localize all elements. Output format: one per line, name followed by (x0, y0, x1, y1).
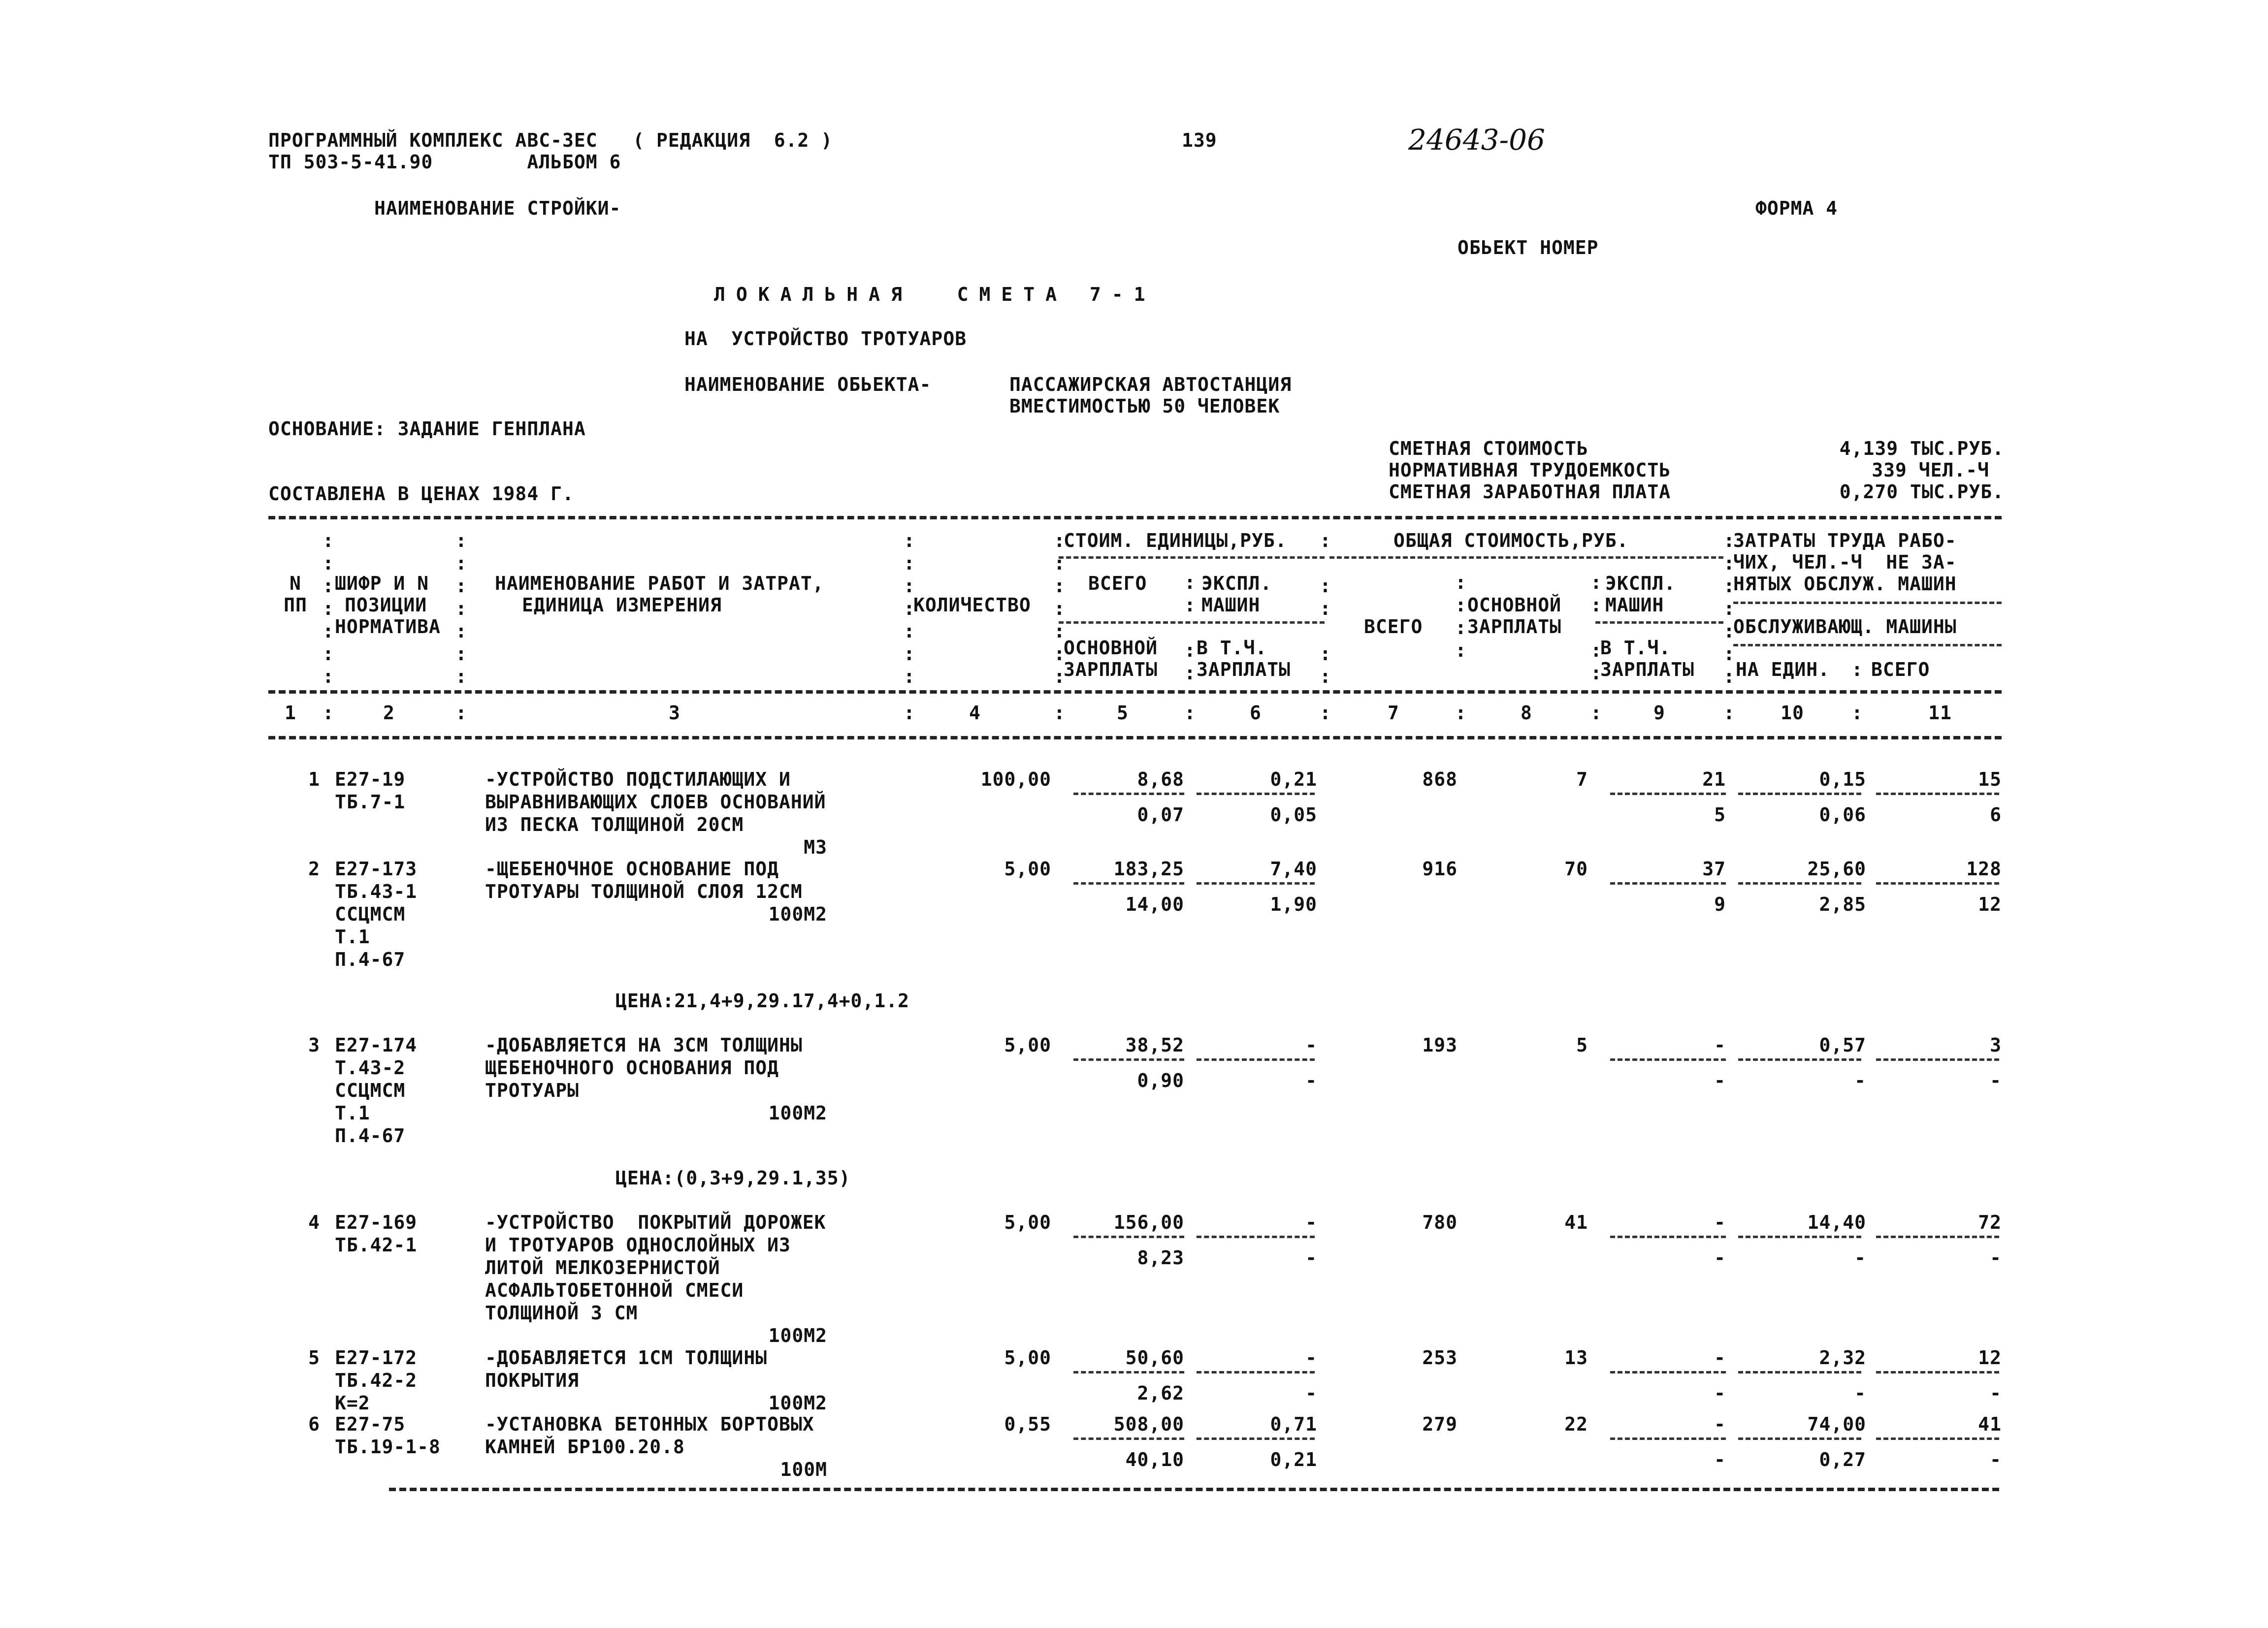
col-number: 1 (285, 702, 296, 724)
header-labor-1: ЗАТРАТЫ ТРУДА РАБО- (1733, 530, 1957, 551)
row-code: Е27-173 (335, 858, 418, 880)
cell-divider (1197, 1371, 1315, 1373)
cell-divider (1738, 1371, 1861, 1373)
row-name: ТОЛЩИНОЙ 3 СМ (485, 1302, 638, 1324)
cell-divider (1610, 1371, 1726, 1373)
row-name: И ТРОТУАРОВ ОДНОСЛОЙНЫХ ИЗ (485, 1234, 791, 1256)
basis: ОСНОВАНИЕ: ЗАДАНИЕ ГЕНПЛАНА (268, 418, 586, 440)
header-total-all: ВСЕГО (1364, 616, 1423, 638)
header-rule (1733, 602, 2002, 604)
row-code: К=2 (335, 1392, 370, 1414)
cell-divider (1610, 793, 1726, 795)
row-code: Е27-174 (335, 1034, 418, 1056)
row-labor-total: 15 (1978, 768, 2002, 790)
row-name: ЛИТОЙ МЕЛКОЗЕРНИСТОЙ (485, 1257, 720, 1278)
header-col2-line3: НОРМАТИВА (335, 616, 441, 638)
row-unit: 100М2 (768, 1102, 827, 1124)
handwritten-code: 24643-06 (1408, 123, 1545, 157)
row-total: 253 (1422, 1347, 1458, 1369)
row-labor-unit: 0,57 (1819, 1034, 1866, 1056)
cell-divider (1610, 1437, 1726, 1440)
header-col3-line2: ЕДИНИЦА ИЗМЕРЕНИЯ (522, 594, 722, 616)
row-total-wages: 22 (1564, 1413, 1588, 1435)
cell-divider (1197, 793, 1315, 795)
header-total-machines-2: МАШИН (1605, 594, 1664, 616)
row-labor-service-unit: 0,27 (1819, 1449, 1866, 1470)
row-total-machines: - (1714, 1347, 1726, 1369)
row-number: 4 (308, 1212, 320, 1233)
cell-divider (1610, 882, 1726, 885)
row-labor-unit: 14,40 (1807, 1212, 1866, 1233)
row-code: Е27-19 (335, 768, 406, 790)
row-total-machines: - (1714, 1212, 1726, 1233)
header-total-machines-1: ЭКСПЛ. (1605, 573, 1676, 594)
cell-divider (1876, 1058, 1999, 1061)
row-number: 6 (308, 1413, 320, 1435)
row-number: 2 (308, 858, 320, 880)
header-unit-wages-2: ЗАРПЛАТЫ (1064, 659, 1158, 680)
header-rule (1595, 621, 1723, 624)
row-labor-service-total: 12 (1978, 894, 2002, 915)
row-unit-wages: 0,90 (1137, 1070, 1184, 1091)
header-col2-line1: ШИФР И N (335, 573, 429, 594)
row-total-wages: 41 (1564, 1212, 1588, 1233)
row-labor-service-unit: - (1854, 1382, 1866, 1404)
numbers-bottom-rule (268, 736, 2002, 739)
header-col1-line2: ПП (284, 594, 307, 616)
row-name: ТРОТУАРЫ (485, 1080, 580, 1101)
row-total-incl-wages: 9 (1714, 894, 1726, 915)
header-col3-line1: НАИМЕНОВАНИЕ РАБОТ И ЗАТРАТ, (495, 573, 824, 594)
row-unit-incl-wages: - (1305, 1247, 1317, 1269)
row-unit-total: 156,00 (1113, 1212, 1184, 1233)
cell-divider (1610, 1058, 1726, 1061)
row-total-incl-wages: - (1714, 1449, 1726, 1470)
cell-divider (1073, 1371, 1184, 1373)
row-unit-wages: 0,07 (1137, 804, 1184, 826)
header-unit-incl-1: В Т.Ч. (1197, 637, 1267, 659)
header-labor-2: ЧИХ, ЧЕЛ.-Ч НЕ ЗА- (1733, 551, 1957, 573)
labor-separator: : (1851, 659, 1863, 680)
cell-divider (1738, 1236, 1861, 1238)
row-labor-service-unit: 2,85 (1819, 894, 1866, 915)
cell-divider (1197, 1437, 1315, 1440)
row-name: -ЩЕБЕНОЧНОЕ ОСНОВАНИЕ ПОД (485, 858, 779, 880)
row-labor-total: 72 (1978, 1212, 2002, 1233)
object-name-line-1: ПАССАЖИРСКАЯ АВТОСТАНЦИЯ (1009, 374, 1292, 395)
row-total-machines: 37 (1702, 858, 1726, 880)
row-total-incl-wages: - (1714, 1247, 1726, 1269)
row-unit-incl-wages: 1,90 (1270, 894, 1317, 915)
row-unit-total: 183,25 (1113, 858, 1184, 880)
row-quantity: 5,00 (1004, 1212, 1051, 1233)
header-total-incl-1: В Т.Ч. (1600, 637, 1671, 659)
row-labor-service-total: 6 (1990, 804, 2002, 826)
row-labor-service-unit: - (1854, 1247, 1866, 1269)
cell-divider (1197, 1058, 1315, 1061)
cell-divider (1073, 1058, 1184, 1061)
row-code: Т.1 (335, 926, 370, 948)
cell-divider (1610, 1236, 1726, 1238)
row-code: Е27-169 (335, 1212, 418, 1233)
row-name: -УСТАНОВКА БЕТОННЫХ БОРТОВЫХ (485, 1413, 814, 1435)
cell-divider (1876, 793, 1999, 795)
cell-divider (1738, 1058, 1861, 1061)
row-code: ТБ.42-2 (335, 1370, 418, 1391)
row-unit: 100М2 (768, 1392, 827, 1414)
cell-divider (1197, 882, 1315, 885)
col-number: 7 (1388, 702, 1399, 724)
header-labor-3: НЯТЫХ ОБСЛУЖ. МАШИН (1733, 573, 1957, 595)
row-total-machines: - (1714, 1034, 1726, 1056)
row-code: ТБ.43-1 (335, 881, 418, 902)
row-labor-unit: 25,60 (1807, 858, 1866, 880)
row-unit-wages: 2,62 (1137, 1382, 1184, 1404)
row-labor-service-total: - (1990, 1247, 2002, 1269)
cell-divider (1738, 1437, 1861, 1440)
row-number: 1 (308, 768, 320, 790)
tp-line: ТП 503-5-41.90 АЛЬБОМ 6 (268, 151, 621, 173)
header-unit-incl-2: ЗАРПЛАТЫ (1197, 659, 1291, 680)
row-labor-service-total: - (1990, 1449, 2002, 1470)
header-unit-machines-1: ЭКСПЛ. (1201, 573, 1272, 594)
row-unit-wages: 40,10 (1125, 1449, 1184, 1470)
col-number: 4 (969, 702, 981, 724)
summary-value-wages: 0,270 ТЫС.РУБ. (1839, 481, 2004, 503)
row-unit-incl-wages: - (1305, 1382, 1317, 1404)
row-labor-unit: 2,32 (1819, 1347, 1866, 1369)
row-unit-total: 508,00 (1113, 1413, 1184, 1435)
row-unit-incl-wages: 0,05 (1270, 804, 1317, 826)
summary-value-cost: 4,139 ТЫС.РУБ. (1839, 438, 2004, 459)
row-total: 279 (1422, 1413, 1458, 1435)
header-rule (1059, 556, 1325, 559)
page-subtitle: НА УСТРОЙСТВО ТРОТУАРОВ (684, 328, 967, 350)
row-total-wages: 13 (1564, 1347, 1588, 1369)
row-name: ПОКРЫТИЯ (485, 1370, 580, 1391)
col-number: 6 (1250, 702, 1262, 724)
row-name: -УСТРОЙСТВО ПОДСТИЛАЮЩИХ И (485, 768, 791, 790)
row-price-formula: ЦЕНА:(0,3+9,29.1,35) (616, 1167, 851, 1189)
row-code: ТБ.19-1-8 (335, 1436, 441, 1458)
row-unit: 100М (780, 1459, 827, 1480)
row-labor-service-total: - (1990, 1382, 2002, 1404)
header-rule (1059, 621, 1325, 624)
header-col4: КОЛИЧЕСТВО (913, 594, 1031, 616)
object-number-label: ОБЬЕКТ НОМЕР (1458, 237, 1599, 258)
cell-divider (1073, 793, 1184, 795)
row-unit-incl-wages: 0,21 (1270, 1449, 1317, 1470)
row-unit-machines: - (1305, 1034, 1317, 1056)
col-number: 5 (1117, 702, 1129, 724)
table-top-rule (268, 516, 2002, 519)
row-unit-machines: - (1305, 1347, 1317, 1369)
table-end-rule (389, 1488, 1999, 1491)
page-number: 139 (1182, 129, 1217, 151)
row-name: ТРОТУАРЫ ТОЛЩИНОЙ СЛОЯ 12СМ (485, 881, 803, 902)
header-labor-total: ВСЕГО (1871, 659, 1930, 680)
row-code: П.4-67 (335, 949, 406, 970)
row-unit-incl-wages: - (1305, 1070, 1317, 1091)
row-name: ЩЕБЕНОЧНОГО ОСНОВАНИЯ ПОД (485, 1057, 779, 1079)
row-labor-total: 12 (1978, 1347, 2002, 1369)
row-unit-total: 38,52 (1125, 1034, 1184, 1056)
row-quantity: 0,55 (1004, 1413, 1051, 1435)
row-labor-unit: 74,00 (1807, 1413, 1866, 1435)
row-name: КАМНЕЙ БР100.20.8 (485, 1436, 685, 1458)
cell-divider (1876, 882, 1999, 885)
header-rule (1733, 644, 2002, 646)
row-unit-wages: 14,00 (1125, 894, 1184, 915)
cell-divider (1197, 1236, 1315, 1238)
row-labor-service-unit: 0,06 (1819, 804, 1866, 826)
row-total: 780 (1422, 1212, 1458, 1233)
row-price-formula: ЦЕНА:21,4+9,29.17,4+0,1.2 (616, 990, 909, 1012)
col-number: 8 (1521, 702, 1532, 724)
row-code: Т.1 (335, 1102, 370, 1124)
header-total-wages-2: ЗАРПЛАТЫ (1467, 616, 1562, 638)
row-number: 3 (308, 1034, 320, 1056)
row-name: ИЗ ПЕСКА ТОЛЩИНОЙ 20СМ (485, 814, 744, 835)
header-unit-cost-group: СТОИМ. ЕДИНИЦЫ,РУБ. (1064, 530, 1287, 551)
summary-label-wages: СМЕТНАЯ ЗАРАБОТНАЯ ПЛАТА (1389, 481, 1671, 503)
col-number: 11 (1928, 702, 1952, 724)
col-number: 9 (1653, 702, 1665, 724)
row-code: П.4-67 (335, 1125, 406, 1147)
header-unit-machines-2: МАШИН (1201, 594, 1261, 616)
row-unit-machines: 0,71 (1270, 1413, 1317, 1435)
cell-divider (1738, 882, 1861, 885)
cell-divider (1876, 1371, 1999, 1373)
row-total-incl-wages: - (1714, 1070, 1726, 1091)
construction-label: НАИМЕНОВАНИЕ СТРОЙКИ- (374, 197, 621, 219)
cell-divider (1073, 882, 1184, 885)
row-labor-total: 128 (1966, 858, 2002, 880)
row-unit-total: 50,60 (1125, 1347, 1184, 1369)
row-unit-machines: - (1305, 1212, 1317, 1233)
cell-divider (1876, 1236, 1999, 1238)
header-col2-line2: ПОЗИЦИИ (345, 594, 427, 616)
row-code: ТБ.42-1 (335, 1234, 418, 1256)
row-number: 5 (308, 1347, 320, 1369)
row-total: 916 (1422, 858, 1458, 880)
form-label: ФОРМА 4 (1755, 197, 1838, 219)
row-code: ТБ.7-1 (335, 791, 406, 813)
col-number: 10 (1781, 702, 1804, 724)
row-code: Е27-75 (335, 1413, 406, 1435)
header-col1-line1: N (290, 573, 301, 594)
row-code: Т.43-2 (335, 1057, 406, 1079)
header-rule (1329, 556, 1723, 559)
row-name: -УСТРОЙСТВО ПОКРЫТИЙ ДОРОЖЕК (485, 1212, 826, 1233)
row-name: -ДОБАВЛЯЕТСЯ НА 3СМ ТОЛЩИНЫ (485, 1034, 803, 1056)
cell-divider (1738, 793, 1861, 795)
row-code: ССЦМСМ (335, 903, 406, 925)
summary-value-labor: 339 ЧЕЛ.-Ч (1872, 459, 1989, 481)
row-labor-service-unit: - (1854, 1070, 1866, 1091)
header-unit-wages-1: ОСНОВНОЙ (1064, 637, 1158, 659)
row-total-machines: - (1714, 1413, 1726, 1435)
row-total: 868 (1422, 768, 1458, 790)
row-unit: 100М2 (768, 903, 827, 925)
row-code: ССЦМСМ (335, 1080, 406, 1101)
row-name: ВЫРАВНИВАЮЩИХ СЛОЕВ ОСНОВАНИЙ (485, 791, 826, 813)
col-number: 2 (383, 702, 395, 724)
row-labor-total: 41 (1978, 1413, 2002, 1435)
header-total-wages-1: ОСНОВНОЙ (1467, 594, 1562, 616)
cell-divider (1073, 1437, 1184, 1440)
page-title: ЛОКАЛЬНАЯ СМЕТА 7-1 (714, 284, 1156, 305)
summary-label-cost: СМЕТНАЯ СТОИМОСТЬ (1389, 438, 1588, 459)
row-unit-machines: 7,40 (1270, 858, 1317, 880)
row-labor-service-total: - (1990, 1070, 2002, 1091)
row-labor-total: 3 (1990, 1034, 2002, 1056)
row-total: 193 (1422, 1034, 1458, 1056)
object-name-line-2: ВМЕСТИМОСТЬЮ 50 ЧЕЛОВЕК (1009, 395, 1280, 417)
row-unit-total: 8,68 (1137, 768, 1184, 790)
row-quantity: 100,00 (980, 768, 1051, 790)
row-quantity: 5,00 (1004, 858, 1051, 880)
row-total-wages: 7 (1576, 768, 1588, 790)
row-quantity: 5,00 (1004, 1034, 1051, 1056)
header-labor-unit: НА ЕДИН. (1736, 659, 1830, 680)
header-bottom-rule (268, 690, 2002, 694)
header-total-incl-2: ЗАРПЛАТЫ (1600, 659, 1695, 680)
program-line: ПРОГРАММНЫЙ КОМПЛЕКС АВС-3ЕС ( РЕДАКЦИЯ 6.2 ) (268, 129, 833, 151)
header-labor-service: ОБСЛУЖИВАЮЩ. МАШИНЫ (1733, 616, 1957, 638)
prices-basis: СОСТАВЛЕНА В ЦЕНАХ 1984 Г. (268, 483, 574, 505)
row-total-incl-wages: - (1714, 1382, 1726, 1404)
cell-divider (1073, 1236, 1184, 1238)
cell-divider (1876, 1437, 1999, 1440)
header-unit-total: ВСЕГО (1088, 573, 1147, 594)
row-name: -ДОБАВЛЯЕТСЯ 1СМ ТОЛЩИНЫ (485, 1347, 768, 1369)
row-total-machines: 21 (1702, 768, 1726, 790)
col-number: 3 (669, 702, 680, 724)
header-total-group: ОБЩАЯ СТОИМОСТЬ,РУБ. (1393, 530, 1629, 551)
row-total-wages: 70 (1564, 858, 1588, 880)
row-unit: 100М2 (768, 1325, 827, 1346)
object-name-label: НАИМЕНОВАНИЕ ОБЬЕКТА- (684, 374, 932, 395)
row-unit-machines: 0,21 (1270, 768, 1317, 790)
row-quantity: 5,00 (1004, 1347, 1051, 1369)
row-unit: М3 (804, 836, 827, 858)
row-name: АСФАЛЬТОБЕТОННОЙ СМЕСИ (485, 1279, 744, 1301)
row-code: Е27-172 (335, 1347, 418, 1369)
row-labor-unit: 0,15 (1819, 768, 1866, 790)
row-total-wages: 5 (1576, 1034, 1588, 1056)
row-total-incl-wages: 5 (1714, 804, 1726, 826)
summary-label-labor: НОРМАТИВНАЯ ТРУДОЕМКОСТЬ (1389, 459, 1671, 481)
row-unit-wages: 8,23 (1137, 1247, 1184, 1269)
